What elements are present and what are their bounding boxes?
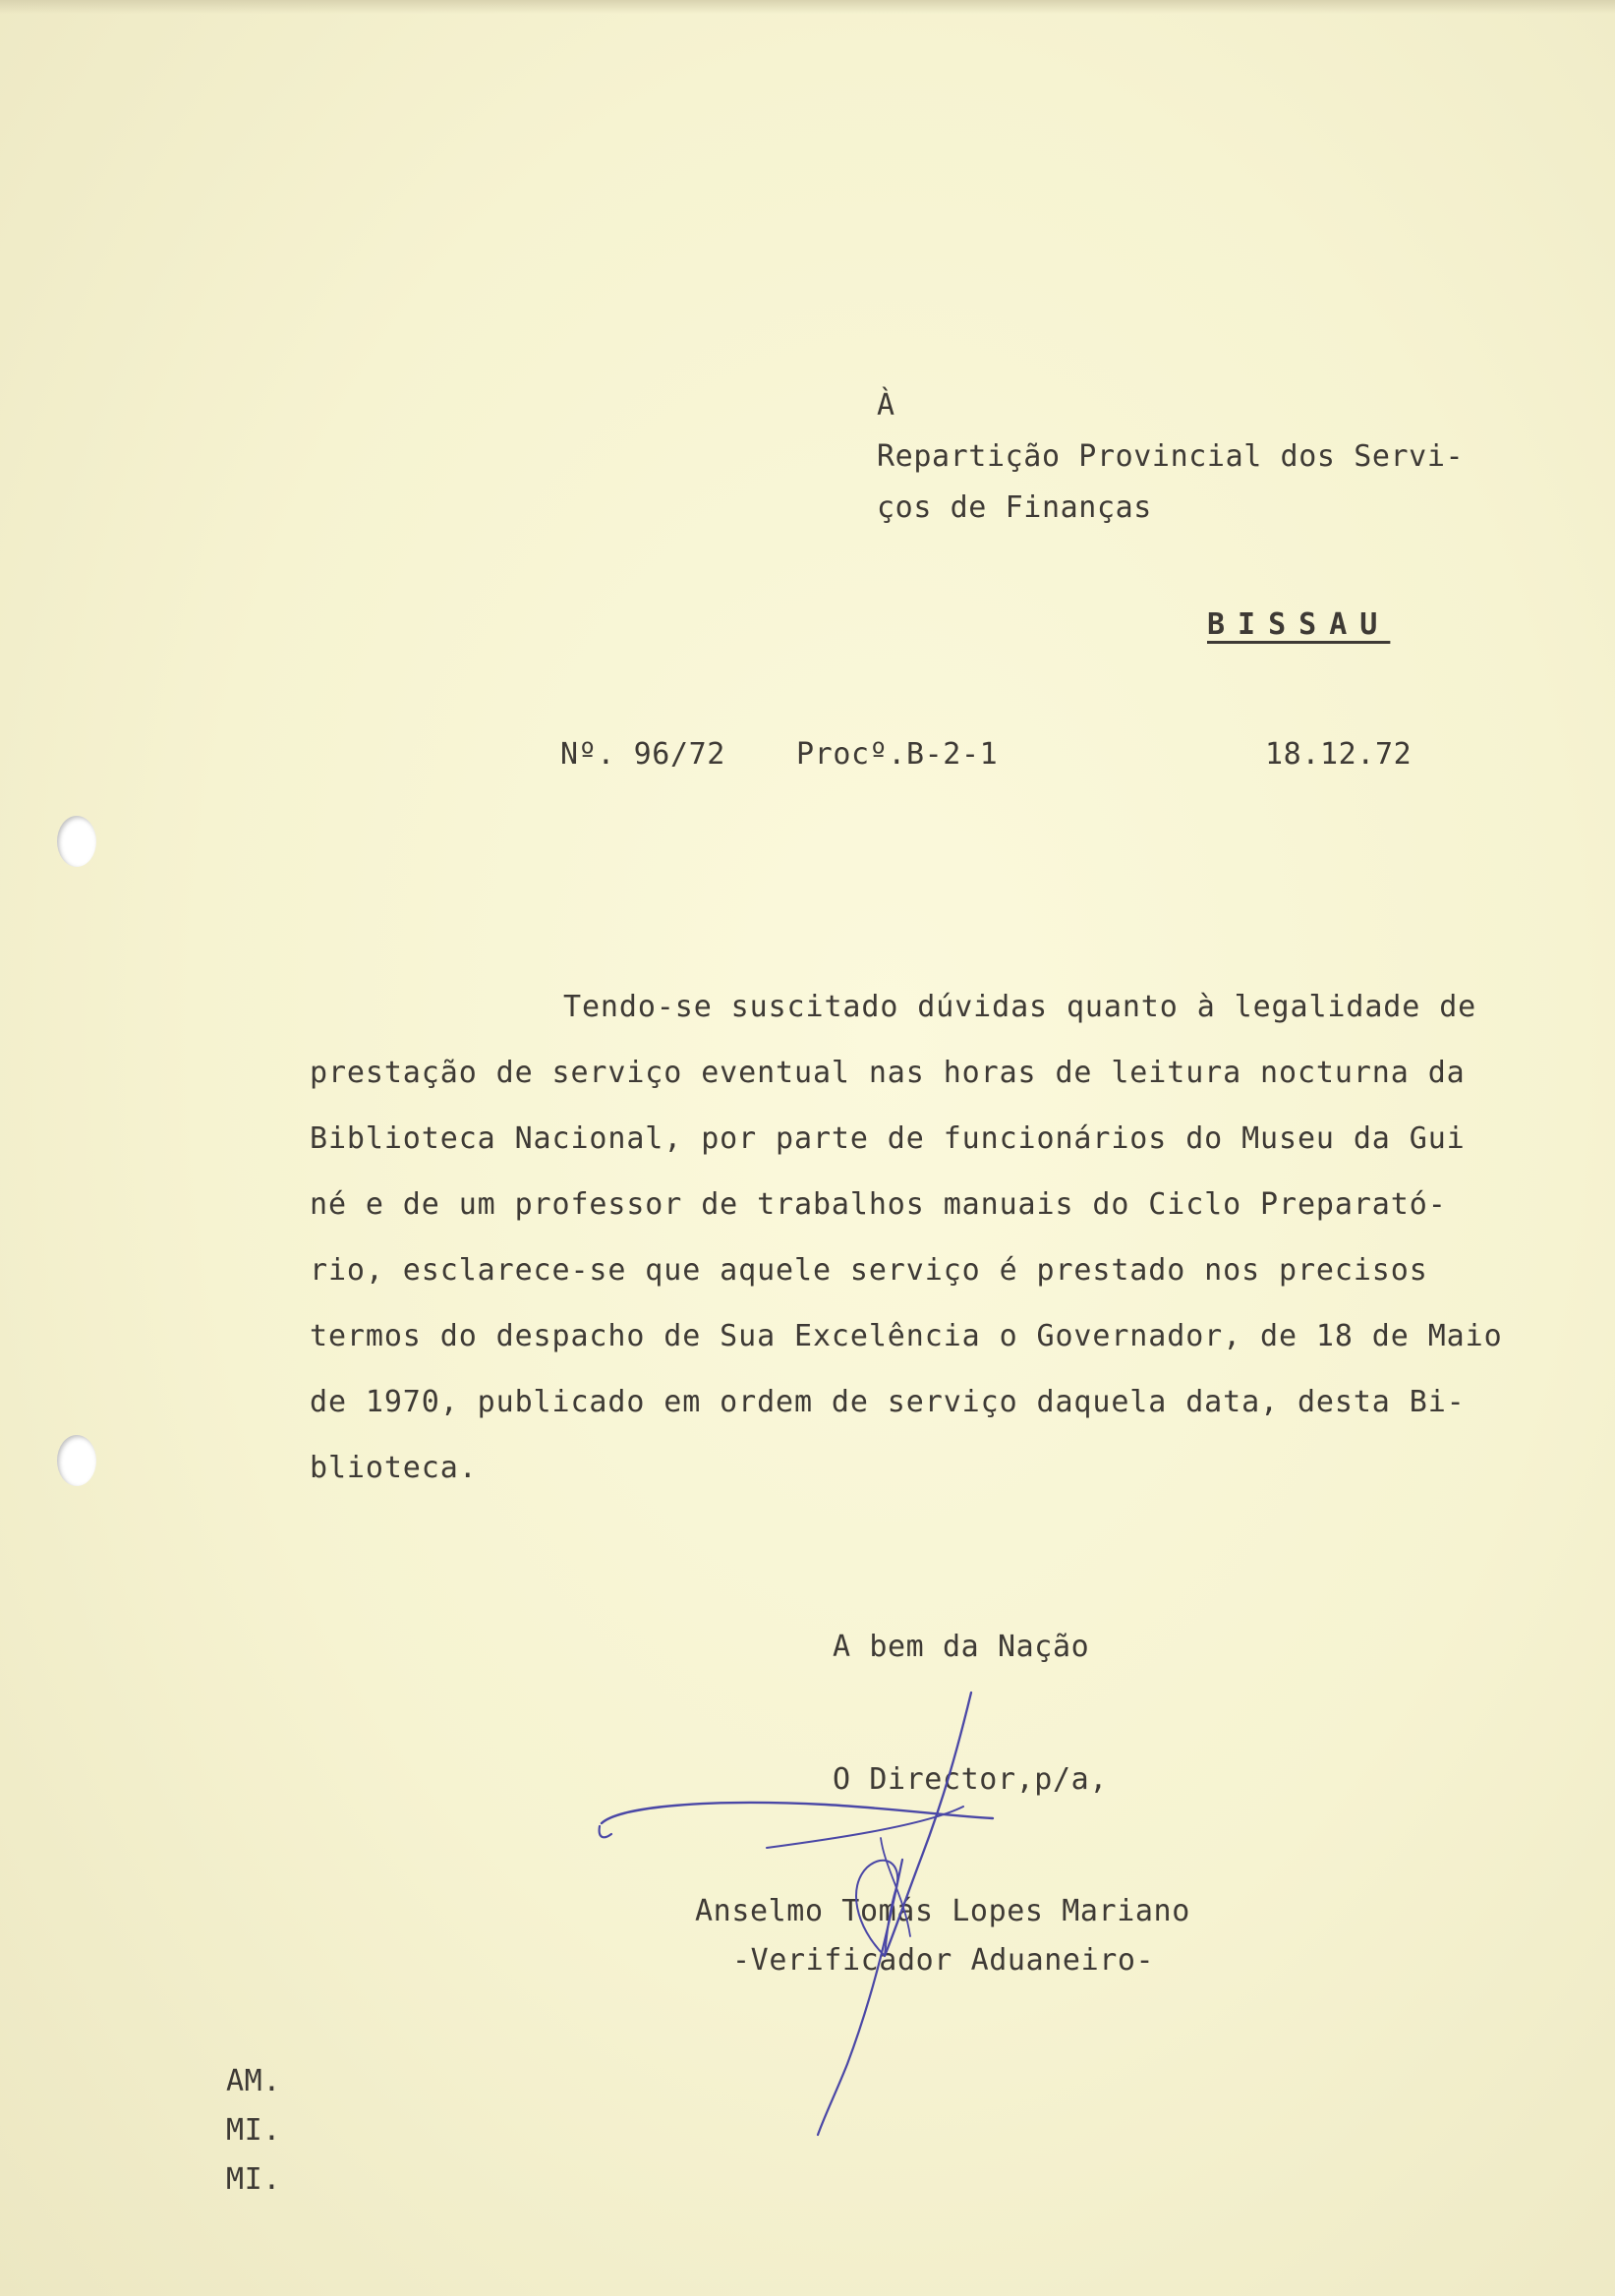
initials-line: MI. xyxy=(226,2113,281,2148)
punch-hole xyxy=(57,816,96,867)
addressee-line-2: ços de Finanças xyxy=(877,490,1152,525)
signatory-title: -Verificador Aduaneiro- xyxy=(732,1943,1155,1978)
initials-line: MI. xyxy=(226,2162,281,2197)
reference-number: Nº. 96/72 xyxy=(560,737,725,772)
signatory-name: Anselmo Tomás Lopes Mariano xyxy=(695,1894,1190,1928)
closing-role: O Director,p/a, xyxy=(833,1762,1108,1797)
body-line: prestação de serviço eventual nas horas de leitura nocturna da xyxy=(310,1056,1466,1090)
addressee-prefix: À xyxy=(877,388,895,423)
body-line: rio, esclarece-se que aquele serviço é prestado nos precisos xyxy=(310,1253,1428,1288)
addressee-line-1: Repartição Provincial dos Servi- xyxy=(877,439,1465,474)
handwritten-signature xyxy=(590,1691,1012,2143)
closing-salutation: A bem da Nação xyxy=(833,1630,1090,1664)
body-line: termos do despacho de Sua Excelência o Governador, de 18 de Maio xyxy=(310,1319,1503,1353)
body-line: de 1970, publicado em ordem de serviço daquela data, desta Bi- xyxy=(310,1385,1466,1419)
addressee-city: BISSAU xyxy=(1207,607,1391,642)
body-line: Biblioteca Nacional, por parte de funcionários do Museu da Gui xyxy=(310,1121,1466,1156)
body-line: Tendo-se suscitado dúvidas quanto à legalidade de xyxy=(563,990,1477,1024)
reference-date: 18.12.72 xyxy=(1265,737,1413,772)
body-line: blioteca. xyxy=(310,1451,478,1485)
reference-process: Procº.B-2-1 xyxy=(796,737,999,772)
initials-line: AM. xyxy=(226,2064,281,2098)
punch-hole xyxy=(57,1435,96,1486)
paper-edge-shadow xyxy=(0,0,1615,14)
body-line: né e de um professor de trabalhos manuais do Ciclo Preparató- xyxy=(310,1187,1447,1222)
